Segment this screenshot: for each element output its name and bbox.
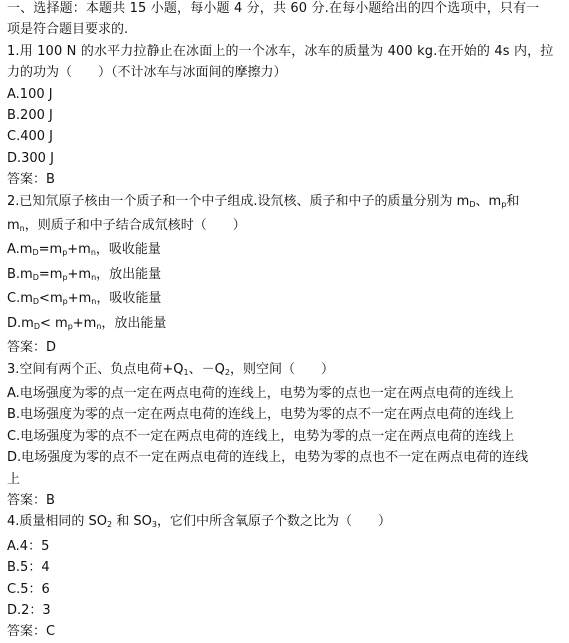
q2-option-a-label: A.m: [7, 242, 33, 258]
q2-stem-end: 和: [506, 193, 520, 209]
q1-stem-line-2: 力的功为（ ）（不计冰车与冰面间的摩擦力）: [7, 65, 287, 81]
q3-option-d-wrap: 上: [7, 471, 21, 487]
q1-option-c: C.400 J: [7, 129, 53, 145]
q2-option-b-label: B.m: [7, 266, 33, 282]
q2-stem-line-1: [7, 191, 565, 215]
q2-stem-m: m: [7, 218, 20, 234]
section-heading-line-2: 项是符合题目要求的.: [7, 22, 129, 38]
q2-sub-d: D: [469, 199, 476, 209]
q2-option-a-rel: =m: [38, 242, 63, 258]
q3-sub-2: 2: [224, 367, 230, 377]
q2-option-c-rel: <m: [39, 291, 63, 307]
q4-answer: 答案：C: [7, 624, 56, 640]
q2-option-d-rel: < m: [39, 315, 68, 331]
q4-sub-1: 2: [107, 520, 113, 530]
q2-option-d-sub-d: D: [33, 321, 40, 331]
q2-sub-n: n: [19, 224, 25, 234]
q2-option-d-sub-p: p: [67, 321, 73, 331]
q3-stem-end: ，则空间（ ）: [229, 361, 334, 377]
q2-sub-p: p: [501, 199, 507, 209]
q3-stem: [7, 359, 565, 383]
q2-option-a-sub-d: D: [32, 248, 39, 258]
q1-option-d: D.300 J: [7, 150, 54, 166]
q2-option-d-label: D.m: [7, 315, 34, 331]
q2-option-c-label: C.m: [7, 291, 33, 307]
q2-option-c-sub-n: n: [91, 297, 97, 307]
q2-stem-mid: 、m: [475, 193, 502, 209]
q4-option-b: B.5：4: [7, 560, 50, 576]
q4-stem-mid: 和 SO: [112, 514, 152, 530]
q4-stem: [7, 511, 565, 535]
q1-option-a: A.100 J: [7, 86, 53, 102]
q3-stem-mid: 、－Q: [188, 361, 225, 377]
q3-stem-text: 3.空间有两个正、负点电荷+Q: [7, 361, 184, 377]
q3-option-d: D.电场强度为零的点不一定在两点电荷的连线上，电势为零的点也不一定在两点电荷的连线: [7, 450, 529, 466]
q3-option-b: B.电场强度为零的点一定在两点电荷的连线上，电势为零的点不一定在两点电荷的连线上: [7, 407, 515, 423]
q2-option-d-sub-n: n: [96, 321, 102, 331]
q2-option-c-sub-d: D: [32, 297, 40, 307]
q2-option-b: $B.m_D=m_p+m_n$，放出能量: [7, 266, 162, 282]
section-heading-line-1: 一、选择题：本题共 15 小题，每小题 4 分，共 60 分.在每小题给出的四个选项中，只有一: [7, 1, 540, 16]
q3-sub-1: 1: [183, 367, 189, 377]
q2-option-b-sub-p: p: [62, 272, 68, 282]
q4-sub-2: 3: [151, 520, 157, 530]
q2-option-a-sub-p: p: [62, 248, 68, 258]
q1-option-b: B.200 J: [7, 108, 53, 124]
q2-stem-line-2-text: ，则质子和中子结合成氘核时（ ）: [24, 218, 246, 234]
q3-option-a: A.电场强度为零的点一定在两点电荷的连线上，电势为零的点也一定在两点电荷的连线上: [7, 385, 514, 401]
q2-option-b-tail: ，放出能量: [96, 266, 162, 282]
q2-option-a-sub-n: n: [90, 248, 96, 258]
q4-option-c: C.5：6: [7, 581, 50, 597]
q2-option-d: $D.m_D< m_p+m_n$，放出能量: [7, 315, 167, 331]
q2-stem-text: 2.已知氘原子核由一个质子和一个中子组成.设氘核、质子和中子的质量分别为 m: [7, 193, 470, 209]
q2-stem-line-2: [7, 215, 565, 239]
q2-option-a-tail: ，吸收能量: [95, 242, 161, 258]
q4-option-d: D.2：3: [7, 602, 51, 618]
q2-answer: 答案：D: [7, 340, 57, 356]
q1-answer: 答案：B: [7, 172, 55, 188]
q2-option-a: $A.m_D=m_p+m_n$，吸收能量: [7, 242, 161, 258]
q4-option-a: A.4：5: [7, 538, 50, 554]
q2-option-d-tail: ，放出能量: [101, 315, 167, 331]
q2-option-b-sub-n: n: [91, 272, 97, 282]
q1-stem-line-1: 1.用 100 N 的水平力拉静止在冰面上的一个冰车，冰车的质量为 400 kg.在开始的 4s 内，拉: [7, 43, 554, 59]
q2-option-c-tail: ，吸收能量: [96, 291, 162, 307]
q4-stem-end: ，它们中所含氧原子个数之比为（ ）: [156, 514, 391, 530]
q4-stem-pre: 4.质量相同的 SO: [7, 514, 108, 530]
q2-option-c-sub-p: p: [62, 297, 68, 307]
q2-option-b-rel: =m: [38, 266, 63, 282]
q2-option-b-sub-d: D: [32, 272, 39, 282]
q2-option-c: $C.m_D<m_p+m_n$，吸收能量: [7, 291, 162, 307]
q3-option-c: C.电场强度为零的点不一定在两点电荷的连线上，电势为零的点一定在两点电荷的连线上: [7, 428, 515, 444]
q3-answer: 答案：B: [7, 492, 55, 508]
